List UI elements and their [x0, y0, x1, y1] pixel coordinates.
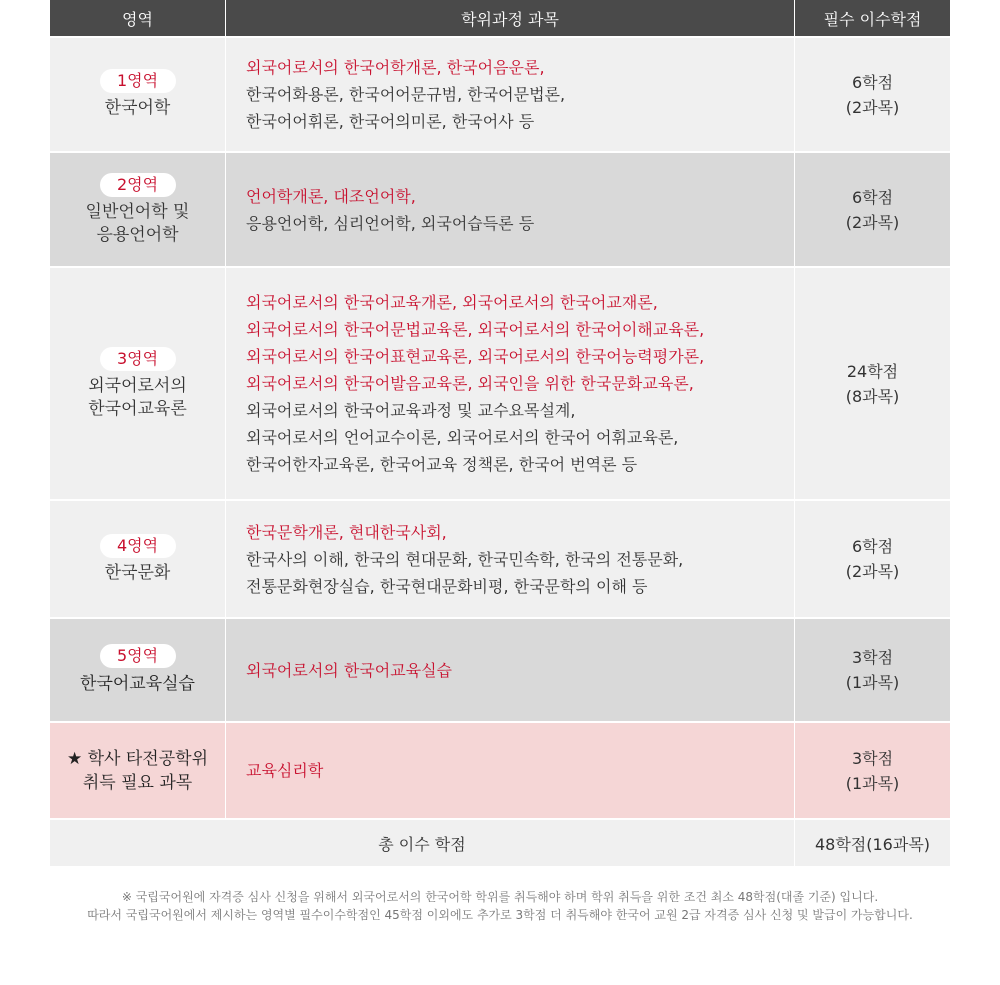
area-name: 취득 필요 과목: [82, 772, 193, 793]
credit-value: 6학점: [851, 72, 894, 92]
courses-cell: [226, 619, 795, 721]
course-count: (8과목): [845, 386, 900, 406]
course-line: 응용언어학, 심리언어학, 외국어습득론 등: [246, 213, 535, 233]
course-line-required: 한국문학개론, 현대한국사회,: [246, 522, 447, 542]
table-header: [50, 0, 950, 38]
area-name: 한국어교육론: [88, 398, 187, 419]
table-row-area-2: [50, 153, 950, 268]
curriculum-table: [50, 0, 950, 868]
credits-cell: [795, 268, 950, 499]
courses-cell: [226, 38, 795, 151]
course-line-required: 언어학개론, 대조언어학,: [246, 186, 416, 206]
footnote: [0, 888, 1000, 924]
area-badge: 3영역: [100, 347, 176, 371]
footnote-line: 따라서 국립국어원에서 제시하는 영역별 필수이수학점인 45학점 이외에도 추가로 3학점 더 취득해야 한국어 교원 2급 자격증 심사 신청 및 발급이 가능합니다.: [87, 908, 913, 922]
course-line: 한국어어휘론, 한국어의미론, 한국어사 등: [246, 112, 535, 131]
table-row-other-major: [50, 723, 950, 820]
table-row-area-5: [50, 619, 950, 723]
header-courses: 학위과정 과목: [226, 0, 795, 36]
courses-cell: [226, 268, 795, 499]
course-count: (1과목): [845, 773, 900, 793]
area-badge: 1영역: [100, 69, 176, 93]
course-line-required: 외국어로서의 한국어교육실습: [246, 660, 453, 680]
credits-cell: [795, 38, 950, 151]
credit-value: 6학점: [851, 537, 894, 556]
header-area: 영역: [50, 0, 226, 36]
area-badge: 4영역: [100, 534, 176, 558]
course-line: 한국어화용론, 한국어어문규범, 한국어문법론,: [246, 85, 566, 104]
area-name: 일반언어학 및: [85, 201, 190, 222]
area-badge: 5영역: [100, 644, 176, 668]
courses-cell: [226, 153, 795, 266]
courses-cell: [226, 501, 795, 617]
area-name: 응용언어학: [96, 224, 179, 245]
table-row-area-3: [50, 268, 950, 501]
course-line-required: 외국어로서의 한국어교육개론, 외국어로서의 한국어교재론,: [246, 293, 658, 312]
total-credit-cell: [795, 820, 950, 866]
course-line-required: 외국어로서의 한국어학개론, 한국어음운론,: [246, 58, 545, 77]
course-line: 외국어로서의 한국어교육과정 및 교수요목설계,: [246, 401, 576, 420]
course-count: (1과목): [845, 673, 900, 692]
table-row-area-1: [50, 38, 950, 153]
total-credit: 48학점(16과목): [814, 834, 931, 854]
area-name: ★ 학사 타전공학위: [66, 748, 208, 769]
table-row-total: [50, 820, 950, 868]
credits-cell: [795, 619, 950, 721]
credits-cell: [795, 153, 950, 266]
area-cell: [50, 619, 226, 721]
course-count: (2과목): [845, 97, 900, 117]
credit-value: 6학점: [851, 187, 894, 207]
area-badge: 2영역: [100, 173, 176, 197]
course-count: (2과목): [845, 562, 900, 581]
course-line-required: 외국어로서의 한국어발음교육론, 외국인을 위한 한국문화교육론,: [246, 374, 694, 393]
area-cell: [50, 153, 226, 266]
course-count: (2과목): [845, 212, 900, 232]
course-line: 한국어한자교육론, 한국어교육 정책론, 한국어 번역론 등: [246, 455, 638, 474]
footnote-line: ※ 국립국어원에 자격증 심사 신청을 위해서 외국어로서의 한국어학 학위를 취득해야 하며 학위 취득을 위한 조건 최소 48학점(대졸 기준) 입니다.: [121, 890, 879, 904]
credit-value: 3학점: [851, 748, 894, 768]
area-name: 외국어로서의: [88, 375, 187, 396]
credits-cell: [795, 723, 950, 818]
course-line-required: 교육심리학: [246, 761, 324, 780]
area-cell: [50, 38, 226, 151]
area-cell: [50, 268, 226, 499]
course-line-required: 외국어로서의 한국어표현교육론, 외국어로서의 한국어능력평가론,: [246, 347, 705, 366]
table-row-area-4: [50, 501, 950, 619]
course-line-required: 외국어로서의 한국어문법교육론, 외국어로서의 한국어이해교육론,: [246, 320, 705, 339]
area-name: 한국어교육실습: [80, 674, 195, 694]
total-label-cell: [50, 820, 795, 866]
credit-value: 24학점: [846, 361, 899, 381]
courses-cell: [226, 723, 795, 818]
course-line: 한국사의 이해, 한국의 현대문화, 한국민속학, 한국의 전통문화,: [246, 549, 684, 569]
area-cell: [50, 723, 226, 818]
area-name: 한국어학: [104, 98, 171, 118]
credit-value: 3학점: [851, 648, 894, 667]
area-name: 한국문화: [104, 562, 171, 583]
header-credits: 필수 이수학점: [823, 9, 922, 29]
area-cell: [50, 501, 226, 617]
credits-cell: [795, 501, 950, 617]
course-line: 외국어로서의 언어교수이론, 외국어로서의 한국어 어휘교육론,: [246, 428, 679, 447]
total-label: 총 이수 학점: [378, 834, 466, 854]
course-line: 전통문화현장실습, 한국현대문화비평, 한국문학의 이해 등: [246, 576, 648, 596]
